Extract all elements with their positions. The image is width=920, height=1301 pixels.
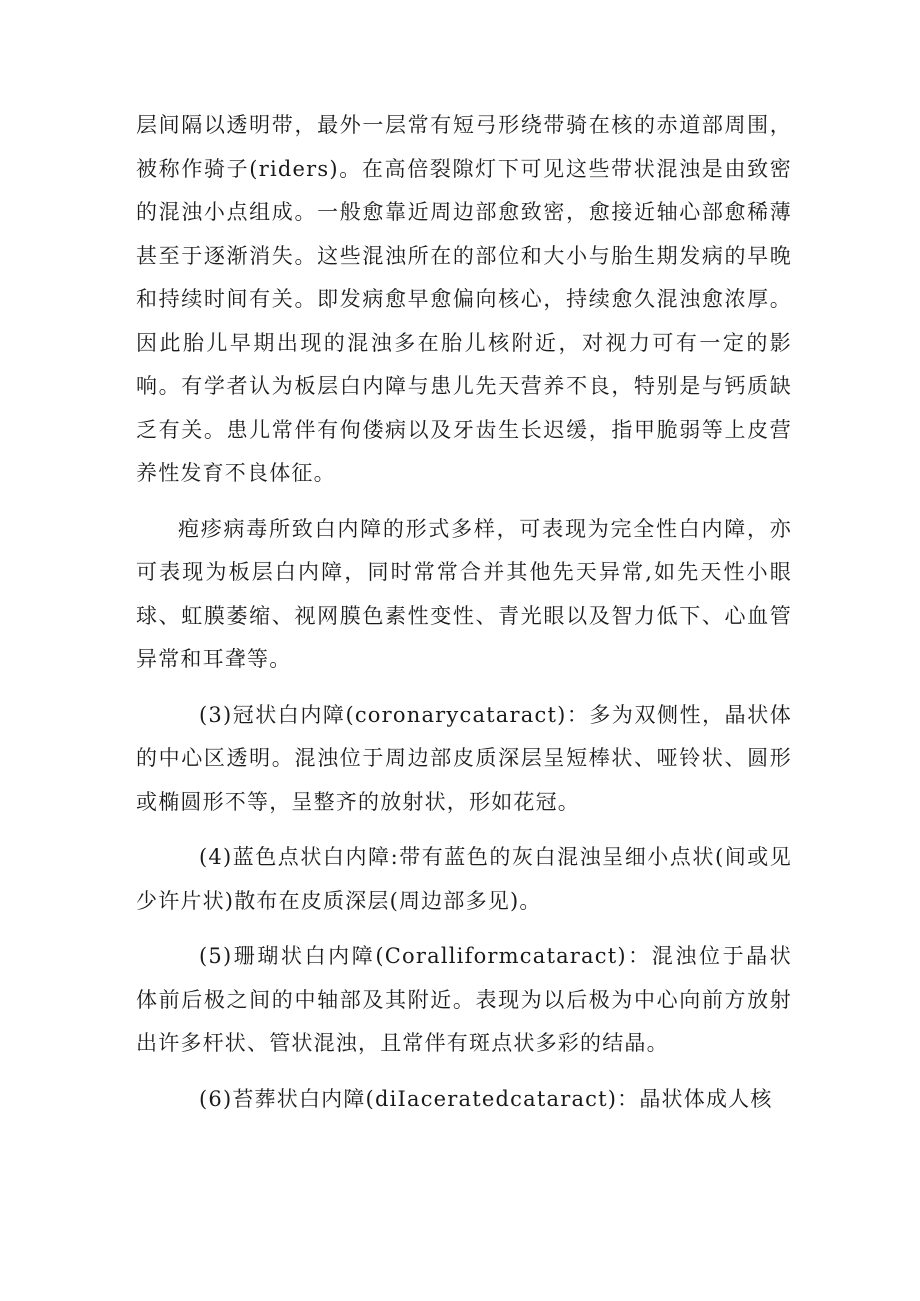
paragraph-herpes-virus-cataract: 疱疹病毒所致白内障的形式多样，可表现为完全性白内障，亦可表现为板层白内障，同时常常合并其他先天异常,如先天性小眼球、虹膜萎缩、视网膜色素性变性、青光眼以及智力低下、心血管异常和耳聋等。 [136, 516, 792, 671]
paragraph-spacer [136, 1066, 792, 1078]
paragraph-spacer [136, 496, 792, 508]
paragraph-spacer [136, 923, 792, 935]
paragraph-blue-dot-cataract: (4)蓝色点状白内障:带有蓝色的灰白混浊呈细小点状(间或见少许片状)散布在皮质深层(周边部多见)。 [136, 845, 792, 913]
paragraph-coralliform-cataract: (5)珊瑚状白内障(Coralliformcataract)：混浊位于晶状体前后极之间的中轴部及其附近。表现为以后极为中心向前方放射出许多杆状、管状混浊，且常伴有斑点状多彩的结晶。 [136, 944, 792, 1055]
paragraph-dilacerated-cataract: (6)苔葬状白内障(diIaceratedcataract)：晶状体成人核 [199, 1086, 773, 1111]
paragraph-spacer [136, 824, 792, 836]
document-body [136, 104, 792, 1121]
paragraph-coronary-cataract: (3)冠状白内障(coronarycataract)：多为双侧性，晶状体的中心区透明。混浊位于周边部皮质深层呈短棒状、哑铃状、圆形或椭圆形不等，呈整齐的放射状，形如花冠。 [136, 702, 792, 814]
paragraph-spacer [136, 682, 792, 694]
paragraph-lamellar-cataract-continued: 层间隔以透明带，最外一层常有短弓形绕带骑在核的赤道部周围，被称作骑子(riders)。在高倍裂隙灯下可见这些带状混浊是由致密的混浊小点组成。一般愈靠近周边部愈致密，愈接近轴心部愈稀薄甚至于逐渐消失。这些混浊所在的部位和大小与胎生期发病的早晚和持续时间有关。即发病愈早愈偏向核心，持续愈久混浊愈浓厚。因此胎儿早期出现的混浊多在胎儿核附近，对视力可有一定的影响。有学者认为板层白内障与患儿先天营养不良，特别是与钙质缺乏有关。患儿常伴有佝偻病以及牙齿生长迟缓，指甲脆弱等上皮营养性发育不良体征。 [136, 113, 792, 485]
